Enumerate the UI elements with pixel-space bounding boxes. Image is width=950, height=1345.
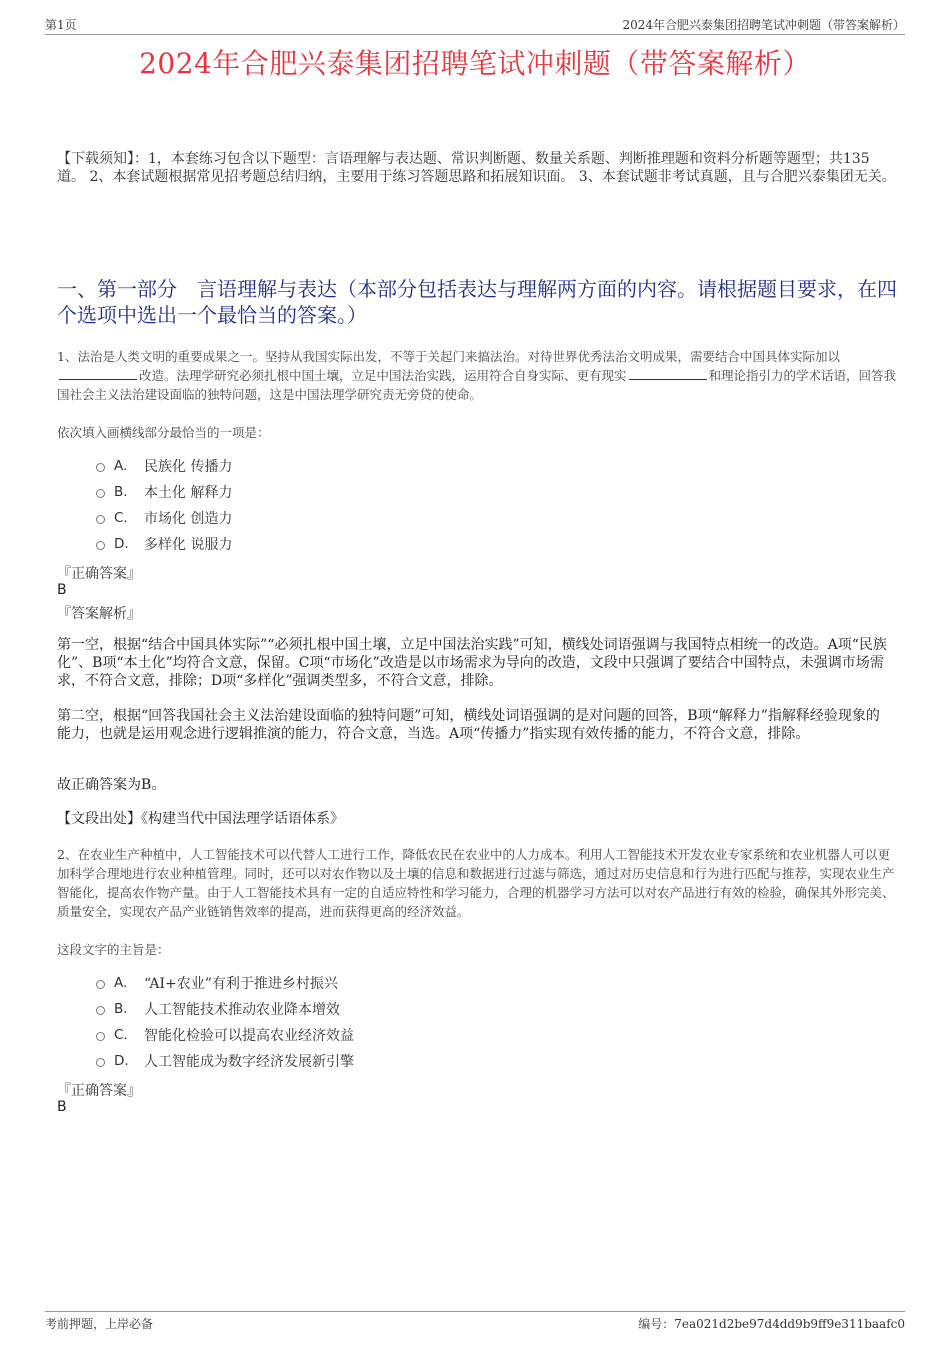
option-b[interactable]: B. 人工智能技术推动农业降本增效	[96, 996, 696, 1022]
question-2-text: 2、在农业生产种植中，人工智能技术可以代替人工进行工作，降低农民在农业中的人力成本。利用人工智能技术开发农业专家系统和农业机器人可以更加科学合理地进行农业种植管理。同时，还可以对农作物以及土壤的信息和数据进行过滤与筛选，通过对历史信息和行为进行匹配与推荐，实现农业生产智能化，提高农作物产量。由于人工智能技术具有一定的自适应特性和学习能力，合理的机器学习方法可以对农产品进行有效的检验，确保其外形完美、质量安全，实现农产品产业链销售效率的提高，进而获得更高的经济效益。	[57, 847, 895, 919]
question-1-options	[96, 453, 696, 557]
option-text: 民族化 传播力	[144, 459, 233, 475]
document-title: 2024年合肥兴泰集团招聘笔试冲刺题（带答案解析）	[139, 47, 811, 80]
footer-slogan: 考前押题，上岸必备	[45, 1317, 154, 1331]
section-title: 一、第一部分 言语理解与表达（本部分包括表达与理解两方面的内容。请根据题目要求，在四个选项中选出一个最恰当的答案。）	[57, 277, 897, 327]
option-b[interactable]: B. 本土化 解释力	[96, 479, 696, 505]
question-1-text	[57, 347, 897, 404]
option-a[interactable]: A. “AI+农业”有利于推进乡村振兴	[96, 970, 696, 996]
analysis-conclusion: 故正确答案为B。	[57, 777, 166, 793]
correct-answer: B	[57, 582, 67, 598]
question-2-options	[96, 970, 696, 1074]
option-text: 多样化 说服力	[144, 537, 233, 553]
document-code: 编号：7ea021d2be97d4dd9b9ff9e311baafc0	[638, 1317, 905, 1331]
header-doc-name: 2024年合肥兴泰集团招聘笔试冲刺题（带答案解析）	[622, 18, 905, 32]
radio-icon[interactable]	[96, 489, 105, 498]
page-header	[45, 14, 905, 35]
page-number: 第1页	[45, 18, 77, 32]
fill-blank-1	[59, 367, 137, 380]
option-text: 市场化 创造力	[144, 511, 233, 527]
option-a[interactable]: A. 民族化 传播力	[96, 453, 696, 479]
question-2-prompt: 这段文字的主旨是：	[57, 942, 170, 957]
download-notice: 【下载须知】：1，本套练习包含以下题型：言语理解与表达题、常识判断题、数量关系题、判断推理题和资料分析题等题型；共135道。 2、本套试题根据常见招考题总结归纳，主要用于练习答题思路和拓展知识面。 3、本套试题非考试真题，且与合肥兴泰集团无关。	[57, 151, 896, 185]
radio-icon[interactable]	[96, 980, 105, 989]
option-text: 本土化 解释力	[144, 485, 233, 501]
analysis-label: 『答案解析』	[57, 606, 141, 622]
page-footer	[45, 1311, 905, 1332]
correct-answer-label: 『正确答案』	[57, 1083, 141, 1099]
correct-answer: B	[57, 1099, 67, 1115]
option-text: 人工智能技术推动农业降本增效	[144, 1002, 340, 1018]
question-1-prompt: 依次填入画横线部分最恰当的一项是：	[57, 425, 270, 440]
question-1-text-part1: 1、法治是人类文明的重要成果之一。坚持从我国实际出发，不等于关起门来搞法治。对待世界优秀法治文明成果，需要结合中国具体实际加以	[57, 349, 840, 364]
question-1-text-part2: 改造。法理学研究必须扎根中国土壤，立足中国法治实践，运用符合自身实际、更有现实	[139, 368, 627, 383]
radio-icon[interactable]	[96, 1032, 105, 1041]
fill-blank-2	[629, 367, 707, 380]
option-d[interactable]: D. 多样化 说服力	[96, 531, 696, 557]
radio-icon[interactable]	[96, 541, 105, 550]
analysis-paragraph-1: 第一空，根据“结合中国具体实际”“必须扎根中国土壤，立足中国法治实践”可知，横线处词语强调与我国特点相统一的改造。A项“民族化”、B项“本土化”均符合文意，保留。C项“市场化”改造是以市场需求为导向的改造，文段中只强调了要结合中国特点，未强调市场需求，不符合文意，排除；D项“多样化”强调类型多，不符合文意，排除。	[57, 637, 887, 689]
option-text: 人工智能成为数字经济发展新引擎	[144, 1054, 354, 1070]
option-c[interactable]: C. 智能化检验可以提高农业经济效益	[96, 1022, 696, 1048]
question-1-text-part3: 和理论指引力的学术话语，回答我国社会主义法治建设面临的独特问题，这是中国法理学研究责无旁贷的使命。	[57, 368, 897, 402]
analysis-paragraph-2: 第二空，根据“回答我国社会主义法治建设面临的独特问题”可知，横线处词语强调的是对问题的回答，B项“解释力”指解释经验现象的能力，也就是运用观念进行逻辑推演的能力，符合文意，当选。A项“传播力”指实现有效传播的能力，不符合文意，排除。	[57, 708, 880, 742]
radio-icon[interactable]	[96, 463, 105, 472]
option-text: “AI+农业”有利于推进乡村振兴	[144, 976, 338, 992]
option-d[interactable]: D. 人工智能成为数字经济发展新引擎	[96, 1048, 696, 1074]
correct-answer-label: 『正确答案』	[57, 566, 141, 582]
radio-icon[interactable]	[96, 1058, 105, 1067]
radio-icon[interactable]	[96, 515, 105, 524]
radio-icon[interactable]	[96, 1006, 105, 1015]
text-source: 【文段出处】《构建当代中国法理学话语体系》	[57, 811, 344, 827]
option-c[interactable]: C. 市场化 创造力	[96, 505, 696, 531]
option-text: 智能化检验可以提高农业经济效益	[144, 1028, 354, 1044]
